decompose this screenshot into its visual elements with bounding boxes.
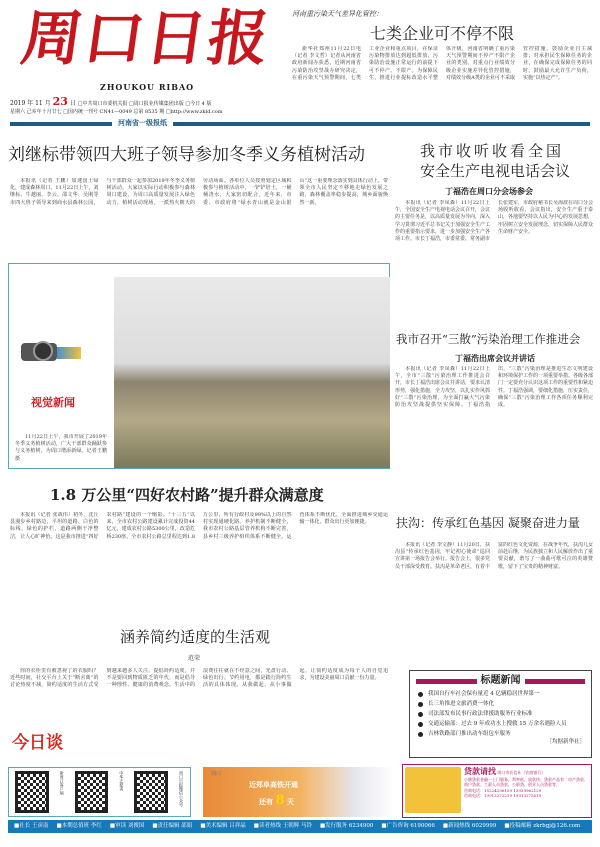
train-ad-line1: 周口: [211, 771, 222, 777]
loan-phone1: 咨询电话：15224296159 13939962129: [464, 787, 542, 793]
loan-bank: 周口市农信社（农商银行）: [497, 770, 546, 775]
headline-item[interactable]: 我国自行车社会保有量近 4 亿辆稳居世界第一: [416, 689, 585, 699]
date-prefix: 2019 年 11 月: [10, 100, 51, 107]
qr-label: 新周口客户端: [59, 771, 65, 795]
masthead-bar-label: 河南省一级报纸: [112, 118, 173, 128]
safety-title-line1: 我市收听收看全国: [420, 142, 565, 160]
footer-item: ■投稿邮箱 zkrbgj@126.com: [504, 823, 581, 829]
footer-item: ■读者热线 王朝辉 马铃: [253, 823, 312, 829]
pollution-subtitle: 丁福浩出席会议并讲话: [455, 353, 535, 363]
date-suffix: 日: [69, 100, 76, 107]
roads-body: 本报讯（记者 张战伟）初冬，沈丘县漫步乡村路边，平坦的道路、白色的标线、绿色的护栏，道路两侧干净整洁，让人心旷神怡。这是我市推进“四好农村路”建设的一个缩影。“十三五”以来，全市农村公路建设累计完成投资44亿元，建成农村公路5300公里，改造危桥230座。全市农村公路总里程达到1.8万公里，所有行政村及99%以上的自然村实现通硬化路。养护机制不断健全，我市农村公路基层管养机构不断完善，县乡村三级养护组织体系不断健全。运营体系不断优化，全面推进城乡交通运输一体化，群众出行更加便捷。: [10, 512, 388, 540]
qr-code-icon[interactable]: [15, 771, 49, 813]
tree-planting-photo: [114, 277, 390, 468]
headline-news-header: [416, 675, 585, 687]
qr-label: 中华志愿者: [119, 771, 125, 791]
masthead-info2: □国内统一刊号 CN41—0049 总第 8535 期 □http://www.zkld.com: [63, 109, 223, 115]
essay-author: 范荣: [188, 655, 201, 662]
fugou-title: 扶沟：传承红色基因 凝聚奋进力量: [396, 516, 580, 530]
essay-title: 涵养简约适度的生活观: [120, 628, 271, 646]
masthead-info1: □中共周口市委机关报 □周口报业传媒集团出版 □今日 4 版: [77, 101, 212, 107]
qr-code-icon[interactable]: [75, 771, 109, 813]
high-speed-rail-ad: [203, 767, 393, 817]
footer-item: ■审读 刘俊国: [109, 823, 145, 829]
top-story-title: 七类企业可不停不限: [370, 24, 515, 43]
footer-bar: [8, 820, 592, 833]
main-story-body: 本报讯（记者 王鹏）加速国土绿化，建成森林周口。11月22日上午，刘继标、牛越丽、李云、邵文华、吴刚等市四大班子领导来到商水县森林公园，与干部群众一起参加2019年冬季义务植树活动。大家以实际行动积极参与森林周口建设，为周口高质量发展注入绿色动力。植树活动现场，一派热火朝天的劳动场面。各单位人员按照划定区域积极参与植树活动中，一铲铲培土，一桶桶浇水，大家密切配合。近年来，市委、市政府将“绿水青山就是金山银山”这一重要理念落实到具体行动上，带领全市人民坚定不移地走绿色发展之路，森林覆盖率稳步提高，城乡面貌焕然一新。: [10, 178, 388, 206]
footer-item: ■发行服务 6234900: [319, 823, 374, 829]
headline-news-title: 标题新闻: [480, 675, 521, 686]
qr-code-box: [8, 767, 191, 817]
safety-body: 本报讯（记者 李凤森）11月22日上午，全国安全生产电视电话会议召开，会议的主要任务是，以高质量发展为导向，深入学习贯彻习近平总书记关于加强安全生产工作的重要指示要求，进一步加强安全生产各项工作。市长丁福浩，市委常委、常务副市长张建军，市政府秘书长吴海波在周口分会场收听收看。会议指出，安全生产重于泰山，各地要坚持以人民为中心的发展思想，牢固树立安全发展理念，切实保障人民群众生命财产安全。: [395, 200, 593, 243]
footer-item: ■新闻热线 6029999: [442, 823, 497, 829]
masthead-divider: [10, 122, 590, 126]
bank-card-image: [405, 767, 461, 813]
loan-title: 贷款请找: [464, 766, 496, 776]
headline-item[interactable]: 司法部发布民事行政法律援助服务行业标准: [416, 709, 585, 719]
headline-news-box: [409, 670, 592, 758]
train-ad-unit: 天: [286, 797, 294, 806]
camera-icon: [21, 339, 81, 361]
weekday: 星期六 己亥年十月廿七: [10, 109, 62, 115]
safety-subtitle: 丁福浩在周口分会场参会: [445, 186, 533, 196]
footer-item: ■社长 王彦南: [14, 823, 49, 829]
essay-body: 你的衣柜里有被忽视了的衣服吗？近些时间，社交平台上关于“断舍离”的讨论热度不减，简约适度的生活方式受到越来越多人关注。提倡简约适度，并不是要回到物质匮乏的年代，而是倡导一种理性、健康的消费观念。生活中的浪费往往就在不经意之间，光盘行动、绿色出行、节约用电，都是践行简约生活的具体体现。从我做起、从小事做起，让简约适度成为每个人的自觉追求，为建设美丽周口贡献一份力量。: [10, 668, 388, 689]
photo-news-badge: 视觉新闻: [31, 396, 75, 409]
footer-item: ■美术编辑 吕祥晶: [200, 823, 246, 829]
pollution-title: 我市召开“三散”污染治理工作推进会: [396, 332, 581, 346]
safety-title-line2: 安全生产电视电话会议: [420, 162, 571, 180]
top-story-body: 新华社郑州11月22日电（记者 李文哲）记者从河南省政府新闻办获悉，近期河南省污染防治攻坚战办研究决定，在重污染天气预警期间，七类工业企业和重点项目，在保证污染物排放达到超低排放、污染防治设施正常运行的前提下可不停产、不限产。为保障民生，推进行业提标改造水平整体升级，河南省明确了重污染天气预警期间不停产不限产企业的类别。对重点行业绩效分级企业实施差异化管控措施，对绩效分级A类的企业可不采取管控措施，鼓励企业自主减排；对承担民生保障任务的企业，在确保完成保障任务的同时，鼓励最大允许生产负荷，实施“以热定产”。: [292, 46, 592, 81]
footer-item: ■责任编辑 邵娟: [152, 823, 193, 829]
headline-item[interactable]: 长三角推进文旅消费一体化: [416, 699, 585, 709]
footer-item: ■本期总值班 李红: [56, 823, 102, 829]
loan-ad: [402, 764, 592, 818]
fugou-body: 本报讯（记者 李文静）11月20日，扶沟县“传承红色基因，牢记初心使命”巡回宣讲第一场报告会举行。报告会上，很多党员干部深受教育。扶沟是革命老区，有着丰富的红色文化资源，在战争年代，扶沟儿女前赴后继，为民族独立和人民解放作出了重要贡献，谱写了一曲曲可歌可泣的英雄赞歌，留下了宝贵的精神财富。: [395, 542, 593, 570]
newspaper-logo: 周口日报: [17, 4, 275, 74]
masthead-pinyin: ZHOUKOU RIBAO: [100, 82, 195, 92]
loan-text: 小额贷款金融一上门服务，利率低，放款快；贷款产品有：房产贷款、商户贷款、工薪人员贷款、公职贷、创业人员贷款等。: [464, 777, 588, 788]
loan-phone2: 咨询电话：19913272219 19913275519: [464, 792, 542, 798]
top-story-kicker: 河南重污染天气差异化管控：: [292, 10, 383, 18]
headline-source: ［均据新华社］: [546, 739, 585, 745]
today-talk-logo: 今日谈: [12, 733, 63, 753]
train-ad-countdown: [259, 793, 294, 810]
footer-item: ■广告咨询 6190066: [381, 823, 435, 829]
qr-code-icon[interactable]: [134, 771, 168, 813]
qr-label: 周口日报微信公众号: [179, 771, 185, 807]
photo-news-box: [8, 263, 390, 469]
date-day: 23: [52, 95, 68, 108]
train-ad-line3: 还有: [259, 797, 273, 806]
photo-caption: 11月22日上午，我市开展了2019年冬季义务植树活动，广大干部群众踊跃参与义务植树，为周口增添新绿。记者王鹏 摄: [15, 434, 107, 462]
pollution-body: 本报讯（记者 李凤森）11月22日上午，全市“三散”污染治理工作推进会召开，市长丁福浩出席会议并讲话，要求认清形势，强化措施，全力攻坚，以扎实作风抓好“三散”污染治理，为全面打赢大气污染防治攻坚战提供坚实保障。丁福浩指出，“三散”污染治理是推进生态文明建设和环境保护工作的一项重要举措。各级各部门一定要充分认识这项工作的重要性和紧迫性。丁福浩强调，要细化措施，压实责任，确保“三散”污染治理工作各项任务顺利完成。: [395, 366, 593, 409]
main-story-title: 刘继标带领四大班子领导参加冬季义务植树活动: [8, 145, 365, 165]
headline-item[interactable]: 吉林铁路部门推出动车组包车服务: [416, 729, 585, 739]
headline-item[interactable]: 交通运输部：过去 9 年成功水上搜救 15 万余名遇险人员: [416, 719, 585, 729]
train-ad-line2: 近郑阜高铁开通: [249, 780, 298, 789]
roads-title: 1.8 万公里“四好农村路”提升群众满意度: [50, 486, 324, 504]
train-ad-days: 8: [275, 793, 285, 808]
masthead-dateline: [10, 96, 288, 116]
